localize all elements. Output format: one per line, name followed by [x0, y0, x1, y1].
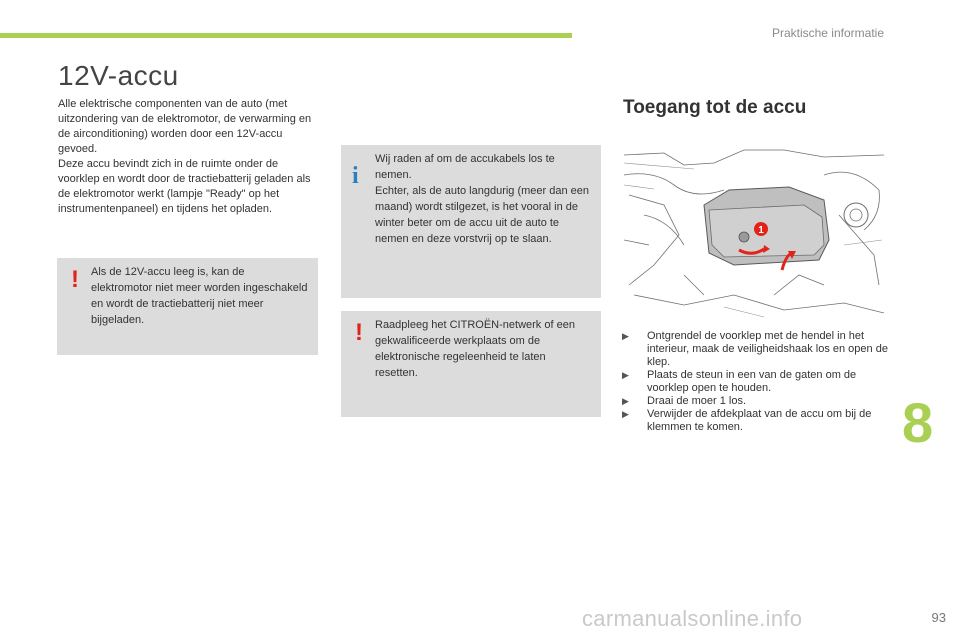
warning-box-text — [91, 264, 308, 328]
chapter-number: 8 — [902, 391, 934, 454]
list-item: ▶ Plaats de steun in een van de gaten om de voorklep open te houden. — [622, 369, 857, 394]
access-steps-list — [622, 330, 890, 434]
list-item: ▶ Verwijder de afdekplaat van de accu om bij de klemmen te komen. — [622, 408, 872, 433]
intro-text — [58, 97, 320, 217]
step-arrow-icon: ▶ — [622, 331, 629, 341]
top-accent-bar — [0, 33, 572, 38]
info-line-2: Echter, als de auto langdurig (meer dan een maand) wordt stilgezet, is het vooral in de winter beter om de accu uit de auto te nemen en deze vorstvrij op te slaan. — [375, 185, 590, 245]
list-item: ▶ Ontgrendel de voorklep met de hendel in het interieur, maak de veiligheidshaak los en open de klep. — [622, 330, 888, 368]
intro-paragraph-2: Deze accu bevindt zich in de ruimte onder de voorklep en wordt door de tractiebatterij geladen als de elektromotor werkt (lampje "Ready" op het instrumentenpaneel) en tijdens het opladen. — [58, 158, 311, 215]
warning-box-text — [375, 317, 591, 381]
warning-text: Als de 12V-accu leeg is, kan de elektromotor niet meer worden ingeschakeld en wordt de tractiebatterij niet meer bijgeladen. — [91, 266, 308, 326]
warning-icon: ! — [71, 266, 79, 293]
warning-icon: ! — [355, 319, 363, 346]
access-heading: Toegang tot de accu — [623, 97, 807, 118]
engine-bay-illustration — [624, 145, 884, 320]
figure-callout-1: 1 — [758, 225, 764, 236]
info-box-storage — [341, 145, 601, 298]
page-number: 93 — [931, 610, 946, 625]
step-arrow-icon: ▶ — [622, 370, 629, 380]
page-title: 12V-accu — [58, 60, 179, 91]
step-arrow-icon: ▶ — [622, 396, 629, 406]
info-icon: i — [352, 163, 359, 189]
intro-paragraph-1: Alle elektrische componenten van de auto (met uitzondering van de elektromotor, de verwarming en de airconditioning) worden door een 12V-accu gevoed. — [58, 98, 312, 155]
warning-text: Raadpleeg het CITROËN-netwerk of een gekwalificeerde werkplaats om de elektronische regeleenheid te laten resetten. — [375, 319, 575, 379]
step-arrow-icon: ▶ — [622, 409, 629, 419]
list-item: ▶ Draai de moer 1 los. — [622, 395, 747, 407]
watermark: carmanualsonline.info — [582, 606, 803, 631]
info-line-1: Wij raden af om de accukabels los te nemen. — [375, 153, 555, 181]
section-label: Praktische informatie — [771, 26, 884, 40]
warning-box-reset — [341, 311, 601, 417]
info-box-text — [375, 151, 591, 247]
warning-box-battery-empty — [57, 258, 318, 355]
